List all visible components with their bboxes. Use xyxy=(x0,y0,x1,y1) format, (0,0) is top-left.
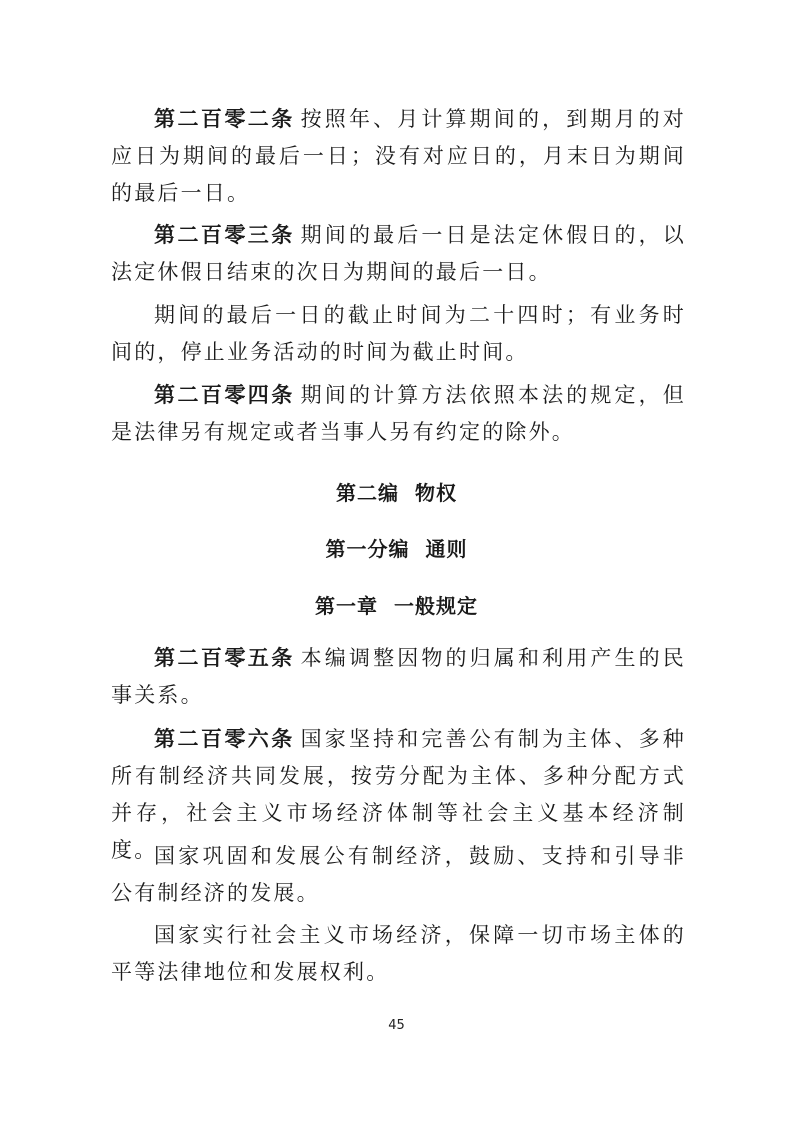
article-text: 期间的最后一日是法定休假日的，以法定休假日结束的次日为期间的最后一日。 xyxy=(111,223,686,284)
part-heading: 第二编 物权 xyxy=(336,481,457,505)
paragraph-text: 国家巩固和发展公有制经济，鼓励、支持和引导非公有制经济的发展。 xyxy=(111,844,686,905)
article-203-paragraph-2 xyxy=(111,297,686,371)
article-number: 第二百零六条 xyxy=(154,727,295,751)
article-204-paragraph xyxy=(111,377,686,451)
paragraph-text: 期间的最后一日的截止时间为二十四时；有业务时间的，停止业务活动的时间为截止时间。 xyxy=(111,303,686,364)
article-number: 第二百零三条 xyxy=(154,223,295,247)
article-text: 国家坚持和完善公有制为主体、多种所有制经济共同发展，按劳分配为主体、多种分配方式并存，社会主义市场经济体制等社会主义基本经济制度。 xyxy=(111,727,686,862)
article-203-paragraph xyxy=(111,217,686,291)
article-number: 第二百零五条 xyxy=(154,646,295,670)
article-number: 第二百零四条 xyxy=(154,383,295,407)
article-206-paragraph-3 xyxy=(111,917,686,991)
article-text: 期间的计算方法依照本法的规定，但是法律另有规定或者当事人另有约定的除外。 xyxy=(111,383,686,444)
article-number: 第二百零二条 xyxy=(154,107,295,131)
paragraph-text: 国家实行社会主义市场经济，保障一切市场主体的平等法律地位和发展权利。 xyxy=(111,923,686,984)
article-205-paragraph xyxy=(111,640,686,714)
article-text: 本编调整因物的归属和利用产生的民事关系。 xyxy=(111,646,686,707)
article-206-paragraph-2 xyxy=(111,838,686,912)
page-number: 45 xyxy=(388,1018,405,1033)
chapter-heading: 第一章 一般规定 xyxy=(315,594,478,618)
article-text: 按照年、月计算期间的，到期月的对应日为期间的最后一日；没有对应日的，月末日为期间的最后一日。 xyxy=(111,107,686,205)
article-202-paragraph xyxy=(111,101,686,212)
subpart-heading: 第一分编 通则 xyxy=(325,537,468,561)
